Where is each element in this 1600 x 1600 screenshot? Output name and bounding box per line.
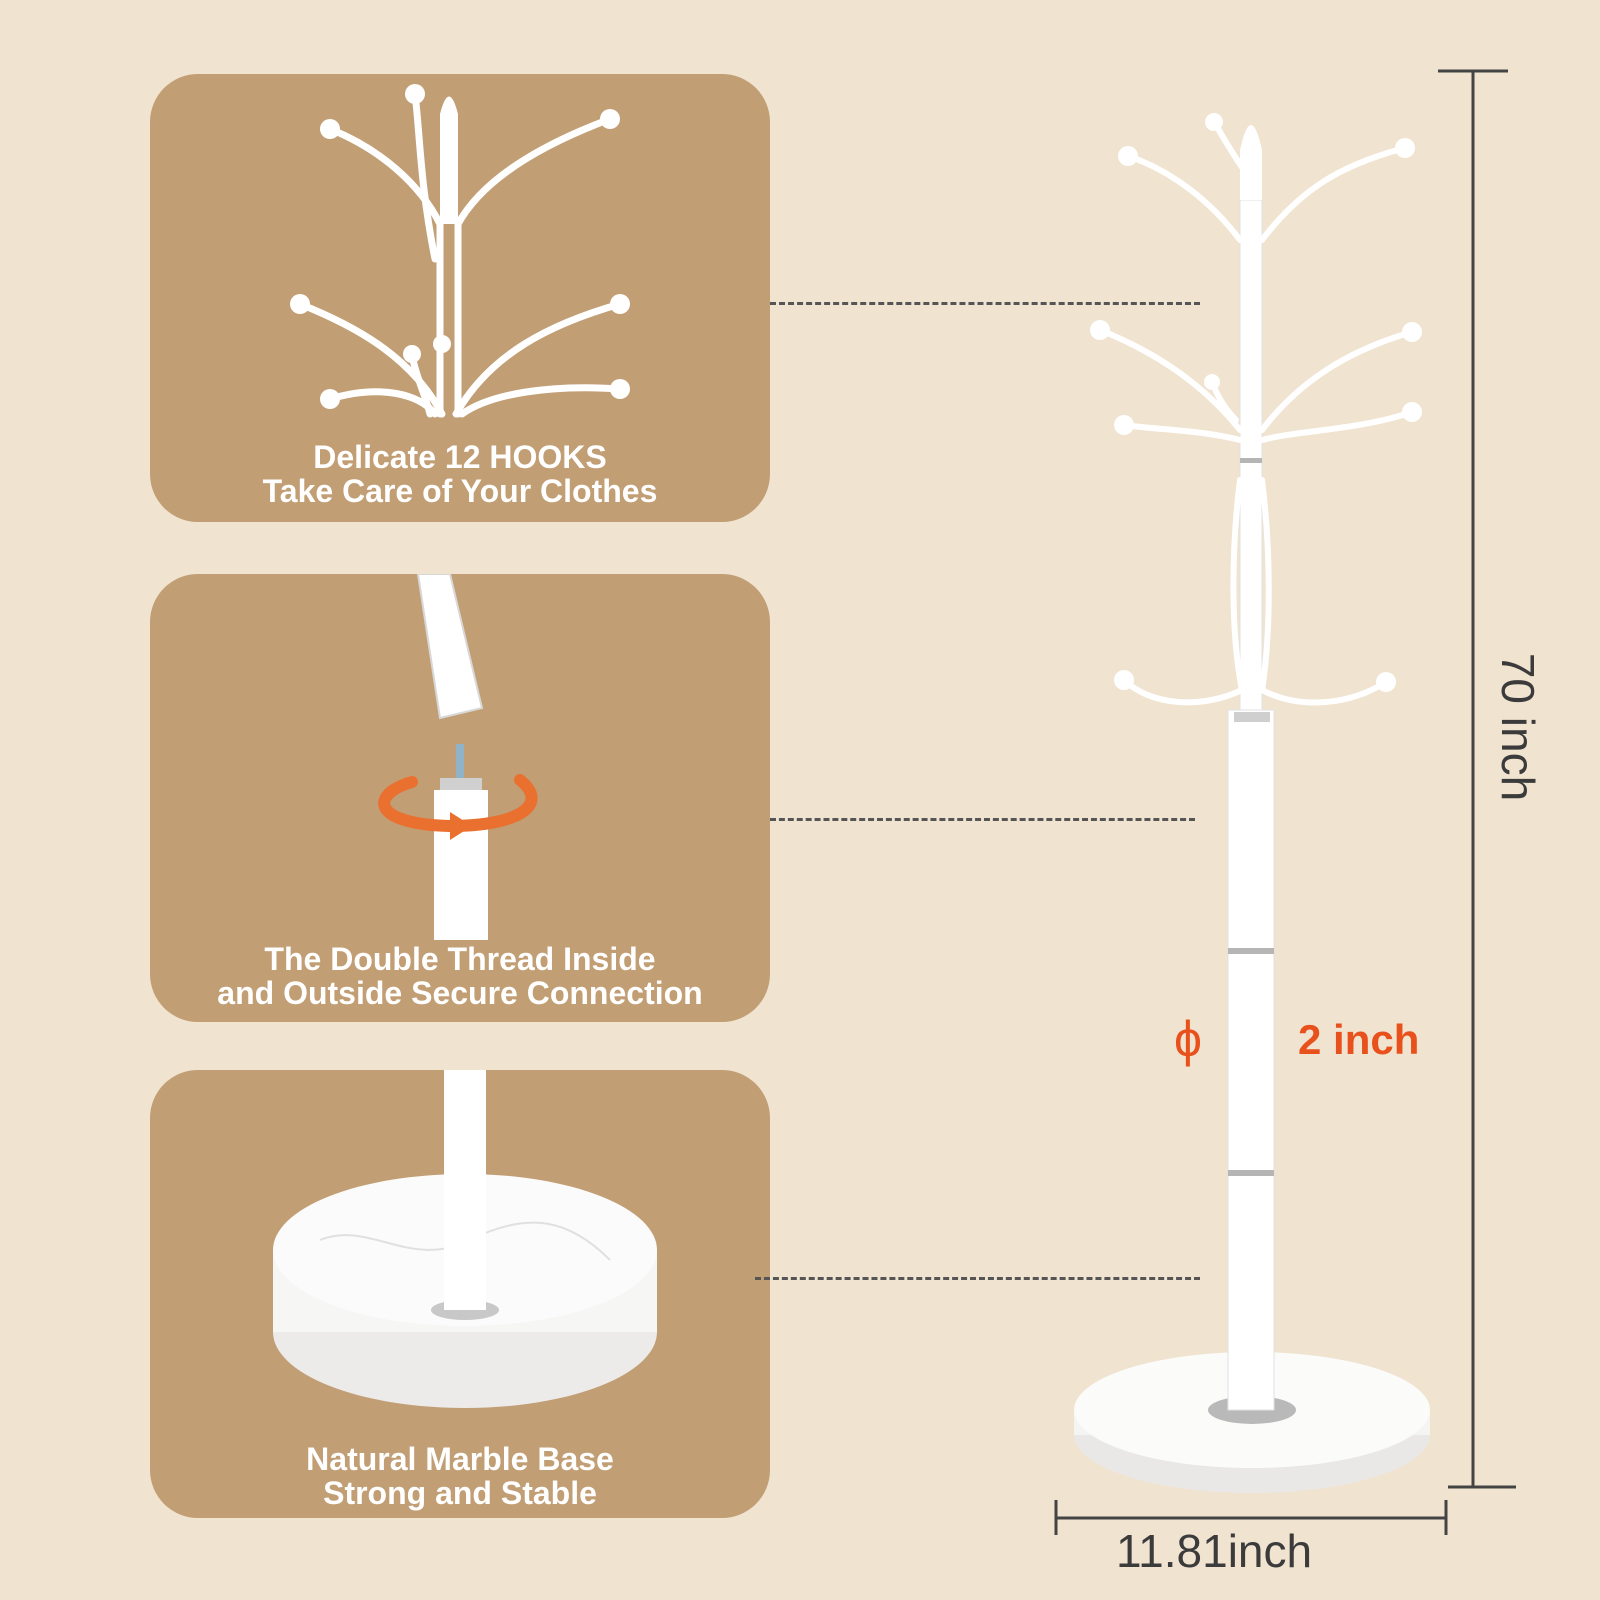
height-label: 70 inch	[1492, 652, 1544, 802]
thread-caption-line-2: and Outside Secure Connection	[217, 975, 703, 1011]
diameter-label: 2 inch	[1298, 1016, 1420, 1063]
base-caption-line-2: Strong and Stable	[323, 1475, 597, 1511]
diameter-symbol: ϕ	[1174, 1011, 1203, 1067]
hooks-caption-line-2: Take Care of Your Clothes	[262, 473, 658, 509]
hooks-caption-line-1: Delicate 12 HOOKS	[313, 439, 607, 475]
base-caption-line-1: Natural Marble Base	[306, 1441, 614, 1477]
thread-caption-line-1: The Double Thread Inside	[264, 941, 656, 977]
width-label: 11.81inch	[1116, 1525, 1313, 1577]
